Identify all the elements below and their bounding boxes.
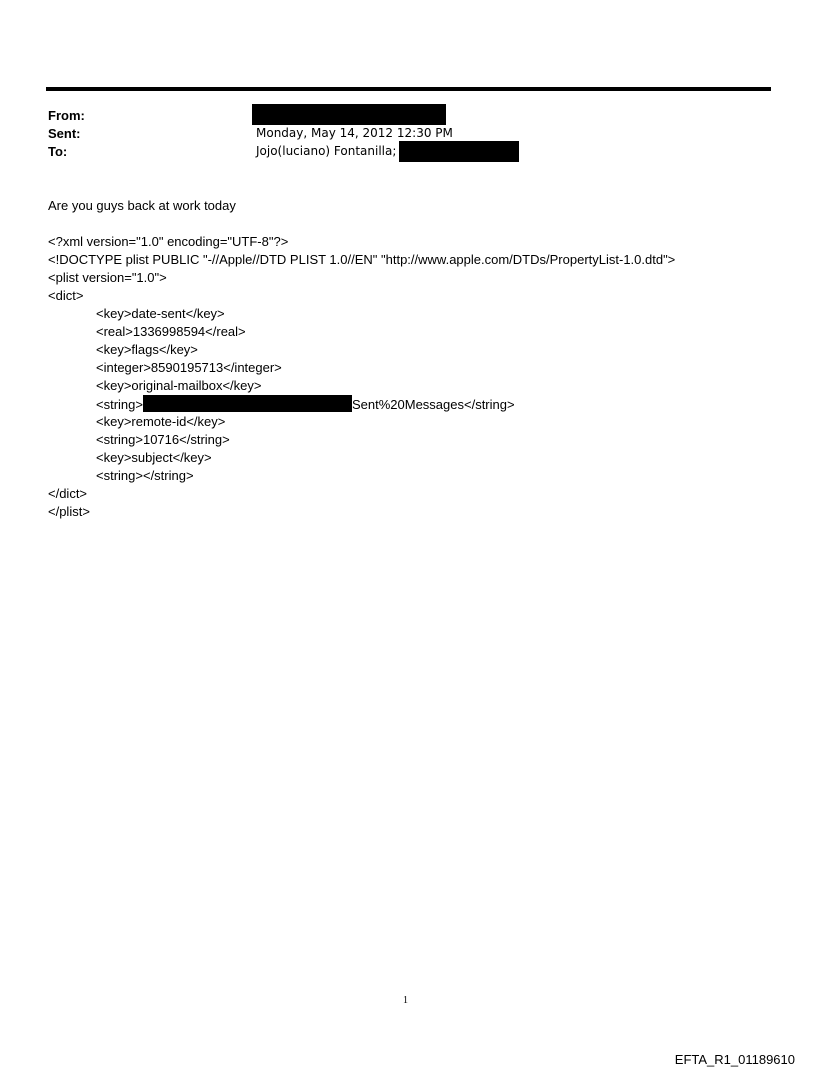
xml-dict-open-line: <dict> — [48, 288, 84, 303]
xml-key-remote-id-line: <key>remote-id</key> — [96, 414, 226, 429]
from-redaction — [252, 104, 446, 125]
sent-label: Sent: — [48, 126, 81, 141]
xml-real-line: <real>1336998594</real> — [96, 324, 246, 339]
to-value: Jojo(luciano) Fontanilla; — [256, 144, 397, 158]
xml-string-mailbox-line — [96, 395, 515, 414]
xml-dict-close-line: </dict> — [48, 486, 88, 501]
from-label: From: — [48, 108, 85, 123]
xml-key-subject-line: <key>subject</key> — [96, 450, 212, 465]
xml-doctype-line: <!DOCTYPE plist PUBLIC "-//Apple//DTD PLIST 1.0//EN" "http://www.apple.com/DTDs/PropertyList-1.0.dtd"> — [48, 252, 676, 267]
document-id: EFTA_R1_01189610 — [674, 1052, 795, 1067]
xml-string-mailbox-tail: Sent%20Messages</string> — [351, 397, 515, 412]
to-redaction — [399, 141, 519, 162]
xml-plist-open-line: <plist version="1.0"> — [48, 270, 167, 285]
to-label: To: — [48, 144, 68, 159]
header-divider-rule — [46, 87, 771, 91]
sent-value: Monday, May 14, 2012 12:30 PM — [256, 126, 453, 140]
page-number: 1 — [403, 995, 408, 1006]
xml-integer-line: <integer>8590195713</integer> — [96, 360, 282, 375]
xml-declaration-line: <?xml version="1.0" encoding="UTF-8"?> — [48, 234, 289, 249]
message-body: Are you guys back at work today — [48, 198, 236, 213]
xml-string-open-tag: <string> — [96, 397, 143, 412]
xml-string-subject-line: <string></string> — [96, 468, 194, 483]
mailbox-redaction — [143, 395, 352, 412]
xml-key-date-sent-line: <key>date-sent</key> — [96, 306, 225, 321]
xml-key-flags-line: <key>flags</key> — [96, 342, 198, 357]
xml-plist-close-line: </plist> — [48, 504, 90, 519]
xml-string-remote-id-line: <string>10716</string> — [96, 432, 230, 447]
xml-key-original-mailbox-line: <key>original-mailbox</key> — [96, 378, 262, 393]
